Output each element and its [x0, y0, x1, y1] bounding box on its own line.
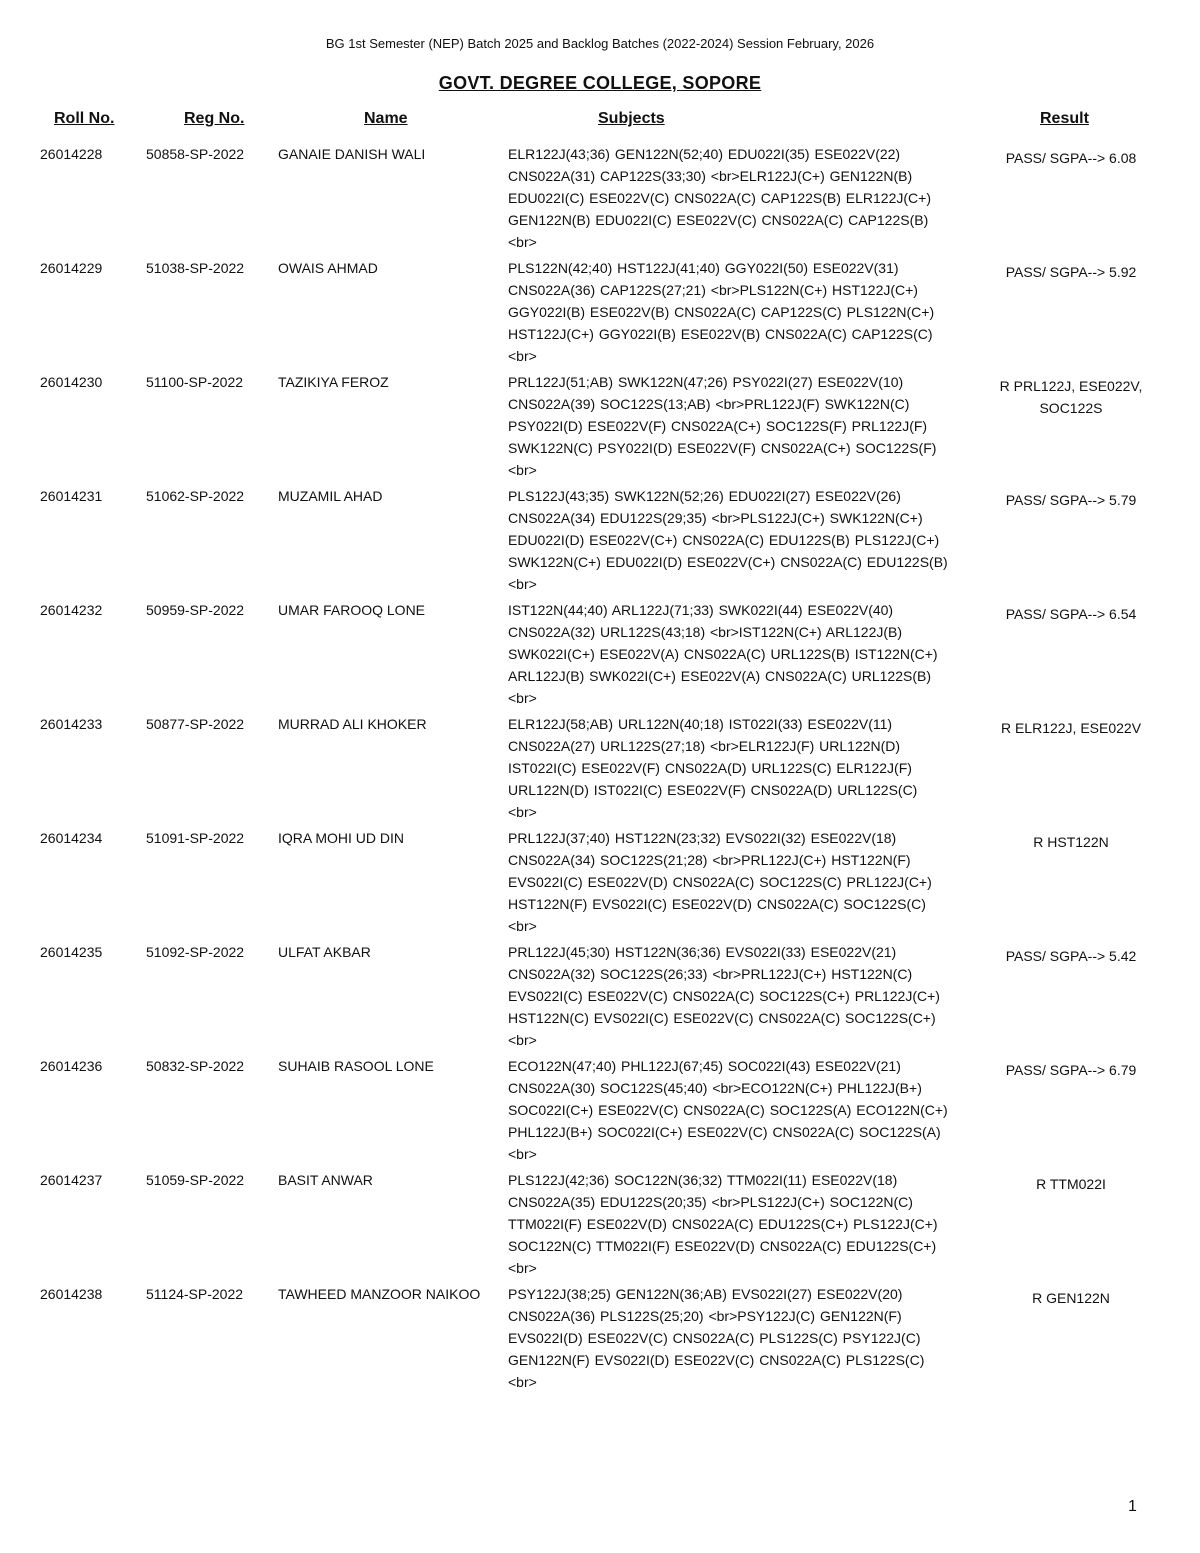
reg-no-cell: 50858-SP-2022	[146, 146, 245, 162]
reg-no-cell: 51100-SP-2022	[146, 374, 244, 390]
roll-no-cell: 26014232	[40, 602, 103, 618]
name-cell: ULFAT AKBAR	[278, 944, 371, 960]
reg-no-cell: 50832-SP-2022	[146, 1058, 245, 1074]
column-header-roll-no: Roll No.	[54, 110, 115, 127]
result-cell: PASS/ SGPA--> 6.54	[1005, 606, 1137, 622]
table-row	[0, 599, 1200, 709]
column-header-reg-no: Reg No.	[184, 110, 245, 127]
reg-no-cell: 51038-SP-2022	[146, 260, 245, 276]
result-cell: R GEN122N	[1032, 1290, 1110, 1306]
result-cell: PASS/ SGPA--> 5.79	[1005, 492, 1137, 508]
name-cell: IQRA MOHI UD DIN	[278, 830, 405, 846]
name-cell: UMAR FAROOQ LONE	[278, 602, 426, 618]
subjects-cell: PLS122N(42;40) HST122J(41;40) GGY022I(50) ESE022V(31) CNS022A(36) CAP122S(27;21) <br>PLS122N(C+) HST122J(C+) GGY022I(B) ESE022V(B) CNS022A(C) CAP122S(C) PLS122N(C+) HST122J(C+) GGY022I(B) ESE022V(B) CNS022A(C) CAP122S(C) <br>	[508, 260, 935, 364]
reg-no-cell: 50877-SP-2022	[146, 716, 245, 732]
result-table	[0, 143, 1200, 1397]
subjects-cell: PRL122J(51;AB) SWK122N(47;26) PSY022I(27) ESE022V(10) CNS022A(39) SOC122S(13;AB) <br>PRL122J(F) SWK122N(C) PSY022I(D) ESE022V(F) CNS022A(C+) SOC122S(F) PRL122J(F) SWK122N(C) PSY022I(D) ESE022V(F) CNS022A(C+) SOC122S(F) <br>	[508, 374, 937, 478]
name-cell: SUHAIB RASOOL LONE	[278, 1058, 434, 1074]
name-cell: MUZAMIL AHAD	[278, 488, 383, 504]
result-cell: R HST122N	[1033, 834, 1109, 850]
table-row	[0, 1283, 1200, 1393]
reg-no-cell: 51059-SP-2022	[146, 1172, 245, 1188]
column-header-result: Result	[1040, 110, 1089, 127]
result-cell: R ELR122J, ESE022V	[1000, 720, 1142, 736]
roll-no-cell: 26014229	[40, 260, 103, 276]
subjects-cell: ECO122N(47;40) PHL122J(67;45) SOC022I(43) ESE022V(21) CNS022A(30) SOC122S(45;40) <br>ECO122N(C+) PHL122J(B+) SOC022I(C+) ESE022V(C) CNS022A(C) SOC122S(A) ECO122N(C+) PHL122J(B+) SOC022I(C+) ESE022V(C) CNS022A(C) SOC122S(A) <br>	[508, 1058, 948, 1162]
subjects-cell: ELR122J(43;36) GEN122N(52;40) EDU022I(35) ESE022V(22) CNS022A(31) CAP122S(33;30) <br>ELR122J(C+) GEN122N(B) EDU022I(C) ESE022V(C) CNS022A(C) CAP122S(B) ELR122J(C+) GEN122N(B) EDU022I(C) ESE022V(C) CNS022A(C) CAP122S(B) <br>	[508, 146, 931, 250]
table-row	[0, 1055, 1200, 1165]
result-cell: PASS/ SGPA--> 6.08	[1005, 150, 1137, 166]
college-title: GOVT. DEGREE COLLEGE, SOPORE	[438, 73, 762, 93]
subjects-cell: PLS122J(43;35) SWK122N(52;26) EDU022I(27) ESE022V(26) CNS022A(34) EDU122S(29;35) <br>PLS122J(C+) SWK122N(C+) EDU022I(D) ESE022V(C+) CNS022A(C) EDU122S(B) PLS122J(C+) SWK122N(C+) EDU022I(D) ESE022V(C+) CNS022A(C) EDU122S(B) <br>	[508, 488, 948, 592]
table-row	[0, 1169, 1200, 1279]
reg-no-cell: 51092-SP-2022	[146, 944, 245, 960]
name-cell: BASIT ANWAR	[278, 1172, 373, 1188]
table-row	[0, 143, 1200, 253]
reg-no-cell: 51124-SP-2022	[146, 1286, 244, 1302]
result-cell: R PRL122J, ESE022V, SOC122S	[999, 378, 1143, 416]
name-cell: TAWHEED MANZOOR NAIKOO	[278, 1286, 481, 1302]
name-cell: GANAIE DANISH WALI	[278, 146, 426, 162]
roll-no-cell: 26014238	[40, 1286, 103, 1302]
reg-no-cell: 50959-SP-2022	[146, 602, 245, 618]
table-row	[0, 257, 1200, 367]
roll-no-cell: 26014230	[40, 374, 103, 390]
roll-no-cell: 26014231	[40, 488, 103, 504]
page-number: 1	[1128, 1498, 1137, 1515]
subjects-cell: IST122N(44;40) ARL122J(71;33) SWK022I(44) ESE022V(40) CNS022A(32) URL122S(43;18) <br>IST122N(C+) ARL122J(B) SWK022I(C+) ESE022V(A) CNS022A(C) URL122S(B) IST122N(C+) ARL122J(B) SWK022I(C+) ESE022V(A) CNS022A(C) URL122S(B) <br>	[508, 602, 938, 706]
result-cell: R TTM022I	[1036, 1176, 1106, 1192]
reg-no-cell: 51062-SP-2022	[146, 488, 245, 504]
subjects-cell: ELR122J(58;AB) URL122N(40;18) IST022I(33) ESE022V(11) CNS022A(27) URL122S(27;18) <br>ELR122J(F) URL122N(D) IST022I(C) ESE022V(F) CNS022A(D) URL122S(C) ELR122J(F) URL122N(D) IST022I(C) ESE022V(F) CNS022A(D) URL122S(C) <br>	[508, 716, 918, 820]
result-cell: PASS/ SGPA--> 5.42	[1005, 948, 1137, 964]
roll-no-cell: 26014234	[40, 830, 103, 846]
result-cell: PASS/ SGPA--> 5.92	[1005, 264, 1137, 280]
table-row	[0, 941, 1200, 1051]
roll-no-cell: 26014233	[40, 716, 103, 732]
result-cell: PASS/ SGPA--> 6.79	[1005, 1062, 1137, 1078]
subjects-cell: PLS122J(42;36) SOC122N(36;32) TTM022I(11) ESE022V(18) CNS022A(35) EDU122S(20;35) <br>PLS122J(C+) SOC122N(C) TTM022I(F) ESE022V(D) CNS022A(C) EDU122S(C+) PLS122J(C+) SOC122N(C) TTM022I(F) ESE022V(D) CNS022A(C) EDU122S(C+) <br>	[508, 1172, 938, 1276]
table-row	[0, 827, 1200, 937]
name-cell: MURRAD ALI KHOKER	[278, 716, 427, 732]
name-cell: TAZIKIYA FEROZ	[278, 374, 389, 390]
subjects-cell: PRL122J(37;40) HST122N(23;32) EVS022I(32) ESE022V(18) CNS022A(34) SOC122S(21;28) <br>PRL122J(C+) HST122N(F) EVS022I(C) ESE022V(D) CNS022A(C) SOC122S(C) PRL122J(C+) HST122N(F) EVS022I(C) ESE022V(D) CNS022A(C) SOC122S(C) <br>	[508, 830, 932, 934]
column-header-name: Name	[364, 110, 408, 127]
name-cell: OWAIS AHMAD	[278, 260, 378, 276]
subjects-cell: PSY122J(38;25) GEN122N(36;AB) EVS022I(27) ESE022V(20) CNS022A(36) PLS122S(25;20) <br>PSY122J(C) GEN122N(F) EVS022I(D) ESE022V(C) CNS022A(C) PLS122S(C) PSY122J(C) GEN122N(F) EVS022I(D) ESE022V(C) CNS022A(C) PLS122S(C) <br>	[508, 1286, 925, 1390]
roll-no-cell: 26014237	[40, 1172, 103, 1188]
column-header-subjects: Subjects	[598, 110, 665, 127]
roll-no-cell: 26014235	[40, 944, 103, 960]
roll-no-cell: 26014228	[40, 146, 103, 162]
reg-no-cell: 51091-SP-2022	[146, 830, 245, 846]
table-row	[0, 371, 1200, 481]
table-row	[0, 485, 1200, 595]
roll-no-cell: 26014236	[40, 1058, 103, 1074]
subjects-cell: PRL122J(45;30) HST122N(36;36) EVS022I(33) ESE022V(21) CNS022A(32) SOC122S(26;33) <br>PRL122J(C+) HST122N(C) EVS022I(C) ESE022V(C) CNS022A(C) SOC122S(C+) PRL122J(C+) HST122N(C) EVS022I(C) ESE022V(C) CNS022A(C) SOC122S(C+) <br>	[508, 944, 940, 1048]
table-row	[0, 713, 1200, 823]
exam-session-header: BG 1st Semester (NEP) Batch 2025 and Backlog Batches (2022-2024) Session February, 2026	[325, 36, 875, 51]
